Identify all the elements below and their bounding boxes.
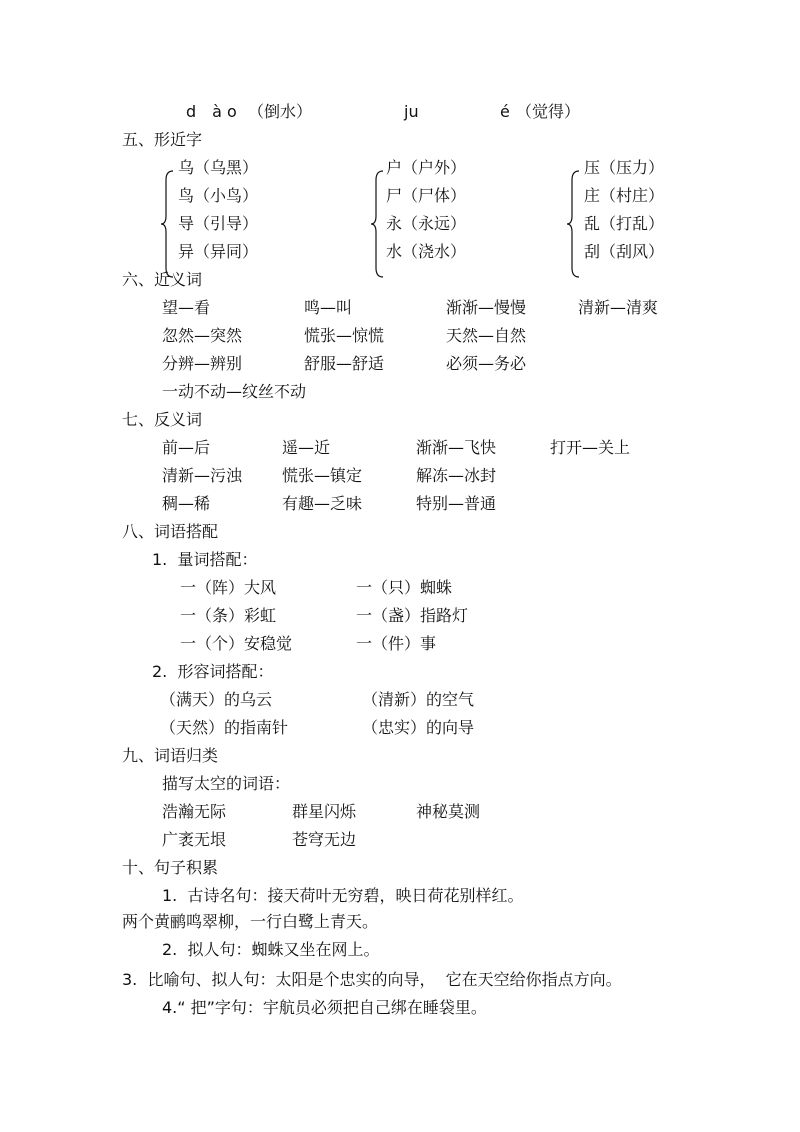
synonym-pair: 鸣—叫 bbox=[304, 298, 353, 317]
pinyin-jue-1: ju bbox=[404, 102, 419, 121]
group3-item-2: 庄（村庄） bbox=[584, 186, 665, 205]
synonym-pair: 慌张—惊慌 bbox=[304, 326, 385, 345]
synonym-pair: 分辨—辨别 bbox=[162, 354, 243, 373]
adjective-item: （清新）的空气 bbox=[362, 690, 475, 709]
group2-item-2: 尸（尸体） bbox=[386, 186, 467, 205]
sentence-personification: 2. 拟人句：蜘蛛又坐在网上。 bbox=[162, 940, 380, 959]
adjective-subtitle: 2. 形容词搭配： bbox=[152, 662, 274, 681]
adjective-item: （忠实）的向导 bbox=[362, 718, 475, 737]
group2-item-4: 水（浇水） bbox=[386, 242, 467, 261]
space-word: 群星闪烁 bbox=[292, 802, 357, 821]
group3-item-4: 刮（刮风） bbox=[584, 242, 665, 261]
group1-item-2: 鸟（小鸟） bbox=[178, 186, 259, 205]
antonym-pair: 解冻—冰封 bbox=[416, 466, 497, 485]
group3-item-3: 乱（打乱） bbox=[584, 214, 665, 233]
measure-word-item: 一（盏）指路灯 bbox=[356, 606, 469, 625]
antonym-pair: 稠—稀 bbox=[162, 494, 211, 513]
antonym-pair: 特别—普通 bbox=[416, 494, 497, 513]
synonym-pair: 望—看 bbox=[162, 298, 211, 317]
group2-item-1: 户（户外） bbox=[386, 158, 467, 177]
sentence-poem: 1. 古诗名句：接天荷叶无穷碧，映日荷花别样红。 bbox=[162, 886, 524, 905]
space-word: 苍穹无边 bbox=[292, 830, 357, 849]
antonym-pair: 打开—关上 bbox=[550, 438, 631, 457]
antonym-pair: 渐渐—飞快 bbox=[416, 438, 497, 457]
space-word: 浩瀚无际 bbox=[162, 802, 227, 821]
space-word: 广袤无垠 bbox=[162, 830, 227, 849]
measure-word-item: 一（个）安稳觉 bbox=[180, 634, 293, 653]
measure-word-item: 一（阵）大风 bbox=[180, 578, 277, 597]
section-7-title: 七、反义词 bbox=[122, 410, 203, 429]
word-daoshui: （倒水） bbox=[248, 102, 313, 121]
measure-word-item: 一（件）事 bbox=[356, 634, 437, 653]
synonym-pair: 清新—清爽 bbox=[578, 298, 659, 317]
brace-group-1 bbox=[160, 170, 174, 278]
brace-group-3 bbox=[566, 170, 580, 278]
antonym-pair: 慌张—镇定 bbox=[282, 466, 363, 485]
section-8-title: 八、词语搭配 bbox=[122, 522, 219, 541]
antonym-pair: 前—后 bbox=[162, 438, 211, 457]
section-9-title: 九、词语归类 bbox=[122, 746, 219, 765]
space-word: 神秘莫测 bbox=[416, 802, 481, 821]
section-5-title: 五、形近字 bbox=[122, 130, 203, 149]
synonym-pair: 舒服—舒适 bbox=[304, 354, 385, 373]
group3-item-1: 压（压力） bbox=[584, 158, 665, 177]
synonym-pair: 必须—务必 bbox=[446, 354, 527, 373]
antonym-pair: 有趣—乏味 bbox=[282, 494, 363, 513]
measure-word-subtitle: 1. 量词搭配： bbox=[152, 550, 258, 569]
adjective-item: （满天）的乌云 bbox=[160, 690, 273, 709]
antonym-pair: 遥—近 bbox=[282, 438, 331, 457]
synonym-pair: 天然—自然 bbox=[446, 326, 527, 345]
synonym-pair: 渐渐—慢慢 bbox=[446, 298, 527, 317]
adjective-item: （天然）的指南针 bbox=[160, 718, 289, 737]
group1-item-4: 异（异同） bbox=[178, 242, 259, 261]
sentence-ba: 4.“ 把”字句：宇航员必须把自己绑在睡袋里。 bbox=[162, 998, 487, 1017]
sentence-poem-cont: 两个黄鹂鸣翠柳，一行白鹭上青天。 bbox=[122, 912, 379, 931]
measure-word-item: 一（只）蜘蛛 bbox=[356, 578, 453, 597]
group2-item-3: 永（永远） bbox=[386, 214, 467, 233]
pinyin-dao: d à o bbox=[186, 102, 237, 121]
measure-word-item: 一（条）彩虹 bbox=[180, 606, 277, 625]
brace-group-2 bbox=[370, 170, 384, 278]
pinyin-jue-2: é bbox=[500, 102, 510, 121]
word-juede: （觉得） bbox=[516, 102, 581, 121]
sentence-metaphor: 3. 比喻句、拟人句：太阳是个忠实的向导， 它在天空给你指点方向。 bbox=[122, 970, 622, 989]
antonym-pair: 清新—污浊 bbox=[162, 466, 243, 485]
section-6-title: 六、近义词 bbox=[122, 270, 203, 289]
group1-item-3: 导（引导） bbox=[178, 214, 259, 233]
space-words-subtitle: 描写太空的词语： bbox=[162, 774, 291, 793]
synonym-pair: 忽然—突然 bbox=[162, 326, 243, 345]
group1-item-1: 乌（乌黑） bbox=[178, 158, 259, 177]
section-10-title: 十、句子积累 bbox=[122, 858, 219, 877]
synonym-pair: 一动不动—纹丝不动 bbox=[162, 382, 307, 401]
